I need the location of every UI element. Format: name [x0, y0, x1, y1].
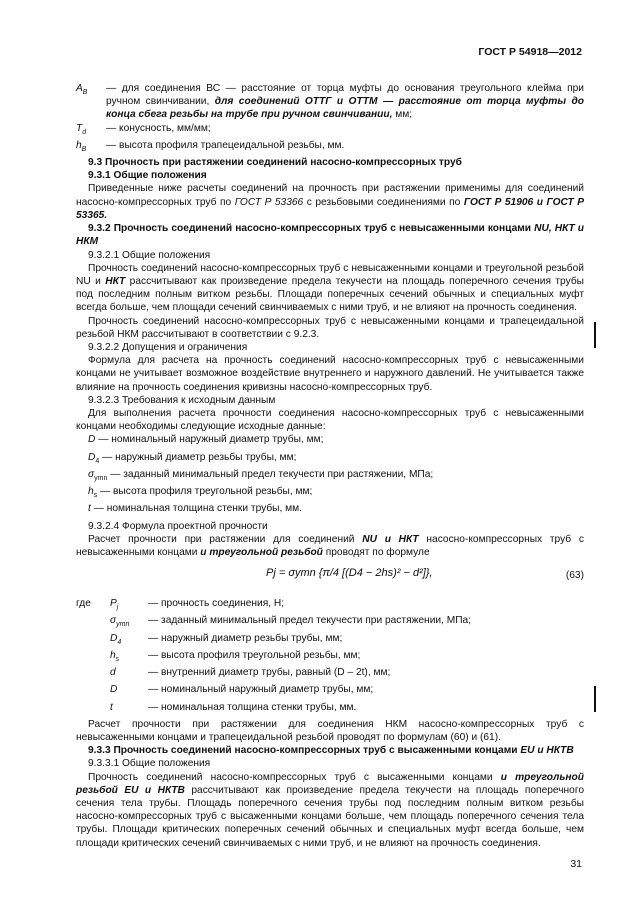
page-number: 31 — [570, 858, 582, 870]
def-text: — конусность, мм/мм; — [106, 122, 211, 134]
subsection-heading-9-3-2-2: 9.3.2.2 Допущения и ограничения — [88, 341, 248, 353]
where-list — [76, 597, 584, 718]
change-bar — [594, 686, 596, 712]
where-row: где $P_j$ — прочность соединения, Н; — [76, 597, 584, 614]
formula-number: (63) — [565, 570, 584, 582]
paragraph-9-3-1: Приведенные ниже расчеты соединений на прочность при растяжении применимы для соединений насосно-компрессорных труб по ГОСТ Р 53366 с резьбовыми соединениями по ГОСТ Р 51906 и ГОСТ Р 53365. — [76, 183, 584, 221]
where-lead: где — [76, 598, 91, 610]
paragraph-9-3-2-4: Расчет прочности при растяжении для соединений NU и НКТ насосно-компрессорных труб с невысаженными концами и треугольной резьбой проводят по формуле — [76, 533, 584, 558]
where-row: t — номинальная толщина стенки трубы, мм. — [110, 701, 357, 713]
section-heading-9-3-1: 9.3.1 Общие положения — [88, 170, 207, 182]
input-data-list — [76, 433, 584, 519]
def-text: — для соединения ВС — расстояние от торца муфты до основания треугольного клейма при ручном свинчивании, для соединений ОТТГ и ОТТМ — расстояние от торца муфты до конца сбега резьбы на трубе при ручном свинчивании, мм; — [106, 83, 584, 121]
paragraph-9-3-3-1: Прочность соединений насосно-компрессорных труб с высаженными концами и треугольной резьбой EU и НКТВ рассчитывают как произведение предела текучести на площадь поперечного сечения тела трубы. Площадь поперечного сечения трубы под последним полным витком резьбы насосно-компрессорных труб с высаженными концами больше, чем площадь поперечного сечения тела трубы. Площади критических поперечных сечений обычных и специальных муфт всегда больше, чем площади критических сечений свинчиваемых с ними труб, и не влияют на прочность соединения. — [76, 771, 584, 849]
page-content — [76, 82, 584, 850]
input-item: t — номинальная толщина стенки трубы, мм. — [88, 503, 302, 515]
subsection-heading-9-3-2-3: 9.3.2.3 Требования к исходным данным — [88, 394, 276, 406]
change-bar — [594, 322, 596, 348]
subsection-heading-9-3-3-1: 9.3.3.1 Общие положения — [88, 758, 211, 770]
paragraph-9-3-2-2: Формула для расчета на прочность соединений насосно-компрессорных труб с невысаженными концами не учитывает возможное воздействие внутреннего и наружного давлений. Не учитывается также влияние на прочность соединения кривизны насосно-компрессорных труб. — [76, 355, 584, 393]
subsection-heading-9-3-2-1: 9.3.2.1 Общие положения — [88, 249, 211, 261]
where-row: $D_4$ — наружный диаметр резьбы трубы, мм; — [110, 632, 343, 646]
input-item: $D_4$ — наружный диаметр резьбы трубы, мм; — [88, 451, 297, 465]
def-symbol: $T_d$ — [76, 122, 87, 136]
formula-expression: Pj = σymn {π/4 [(D4 − 2hs)² − d²]}, — [266, 567, 433, 580]
section-heading-9-3: 9.3 Прочность при растяжении соединений насосно-компрессорных труб — [88, 157, 462, 169]
paragraph-9-3-2-1-a: Прочность соединений насосно-компрессорных труб с невысаженными концами и треугольной резьбой NU и НКТ рассчитывают как произведение предела текучести на площадь поперечного сечения трубы под последним полным витком резьбы. Площади поперечных сечений обычных и специальных муфт всегда больше, чем площади сечений свинчиваемых с ними труб, и не влияют на прочность соединения. — [76, 262, 584, 314]
input-item: $h_s$ — высота профиля треугольной резьбы, мм; — [88, 486, 313, 500]
definition-row — [76, 139, 584, 156]
input-item: D — номинальный наружный диаметр трубы, мм; — [88, 434, 324, 446]
paragraph-nkm: Расчет прочности при растяжении для соединения НКМ насосно-компрессорных труб с невысаженными концами и трапецеидальной резьбой проводят по формулам (60) и (61). — [76, 718, 584, 743]
page-header: ГОСТ Р 54918—2012 — [478, 46, 582, 58]
where-row: $\sigma_{ymn}$ — заданный минимальный предел текучести при растяжении, МПа; — [110, 615, 472, 629]
def-symbol: $A_B$ — [76, 83, 88, 97]
where-row: d — внутренний диаметр трубы, равный (D – 2t), мм; — [110, 667, 391, 679]
where-row: D — номинальный наружный диаметр трубы, мм; — [110, 684, 374, 696]
paragraph-9-3-2-3: Для выполнения расчета прочности соединения насосно-компрессорных труб с невысаженными концами необходимы следующие исходные данные: — [76, 407, 584, 433]
input-item: $\sigma_{ymn}$ — заданный минимальный предел текучести при растяжении, МПа; — [88, 468, 434, 482]
definition-row — [76, 122, 584, 139]
top-definitions — [76, 82, 584, 156]
definition-row — [76, 82, 584, 122]
def-symbol: $h_B$ — [76, 139, 87, 153]
paragraph-9-3-2-1-b: Прочность соединений насосно-компрессорных труб с невысаженными концами и трапецеидальной резьбой НКМ рассчитывают в соответствии с 9.2.3. — [76, 315, 584, 340]
subsection-heading-9-3-2-4: 9.3.2.4 Формула проектной прочности — [88, 520, 268, 532]
formula-63 — [76, 561, 584, 593]
where-row: $h_s$ — высота профиля треугольной резьбы, мм; — [110, 649, 361, 663]
section-heading-9-3-3: 9.3.3 Прочность соединений насосно-компрессорных труб с высаженными концами EU и НКТВ — [88, 745, 574, 757]
def-text: — высота профиля трапецеидальной резьбы, мм. — [106, 139, 345, 151]
section-heading-9-3-2: 9.3.2 Прочность соединений насосно-компрессорных труб с невысаженными концами NU, НКТ и НКМ — [76, 223, 584, 248]
